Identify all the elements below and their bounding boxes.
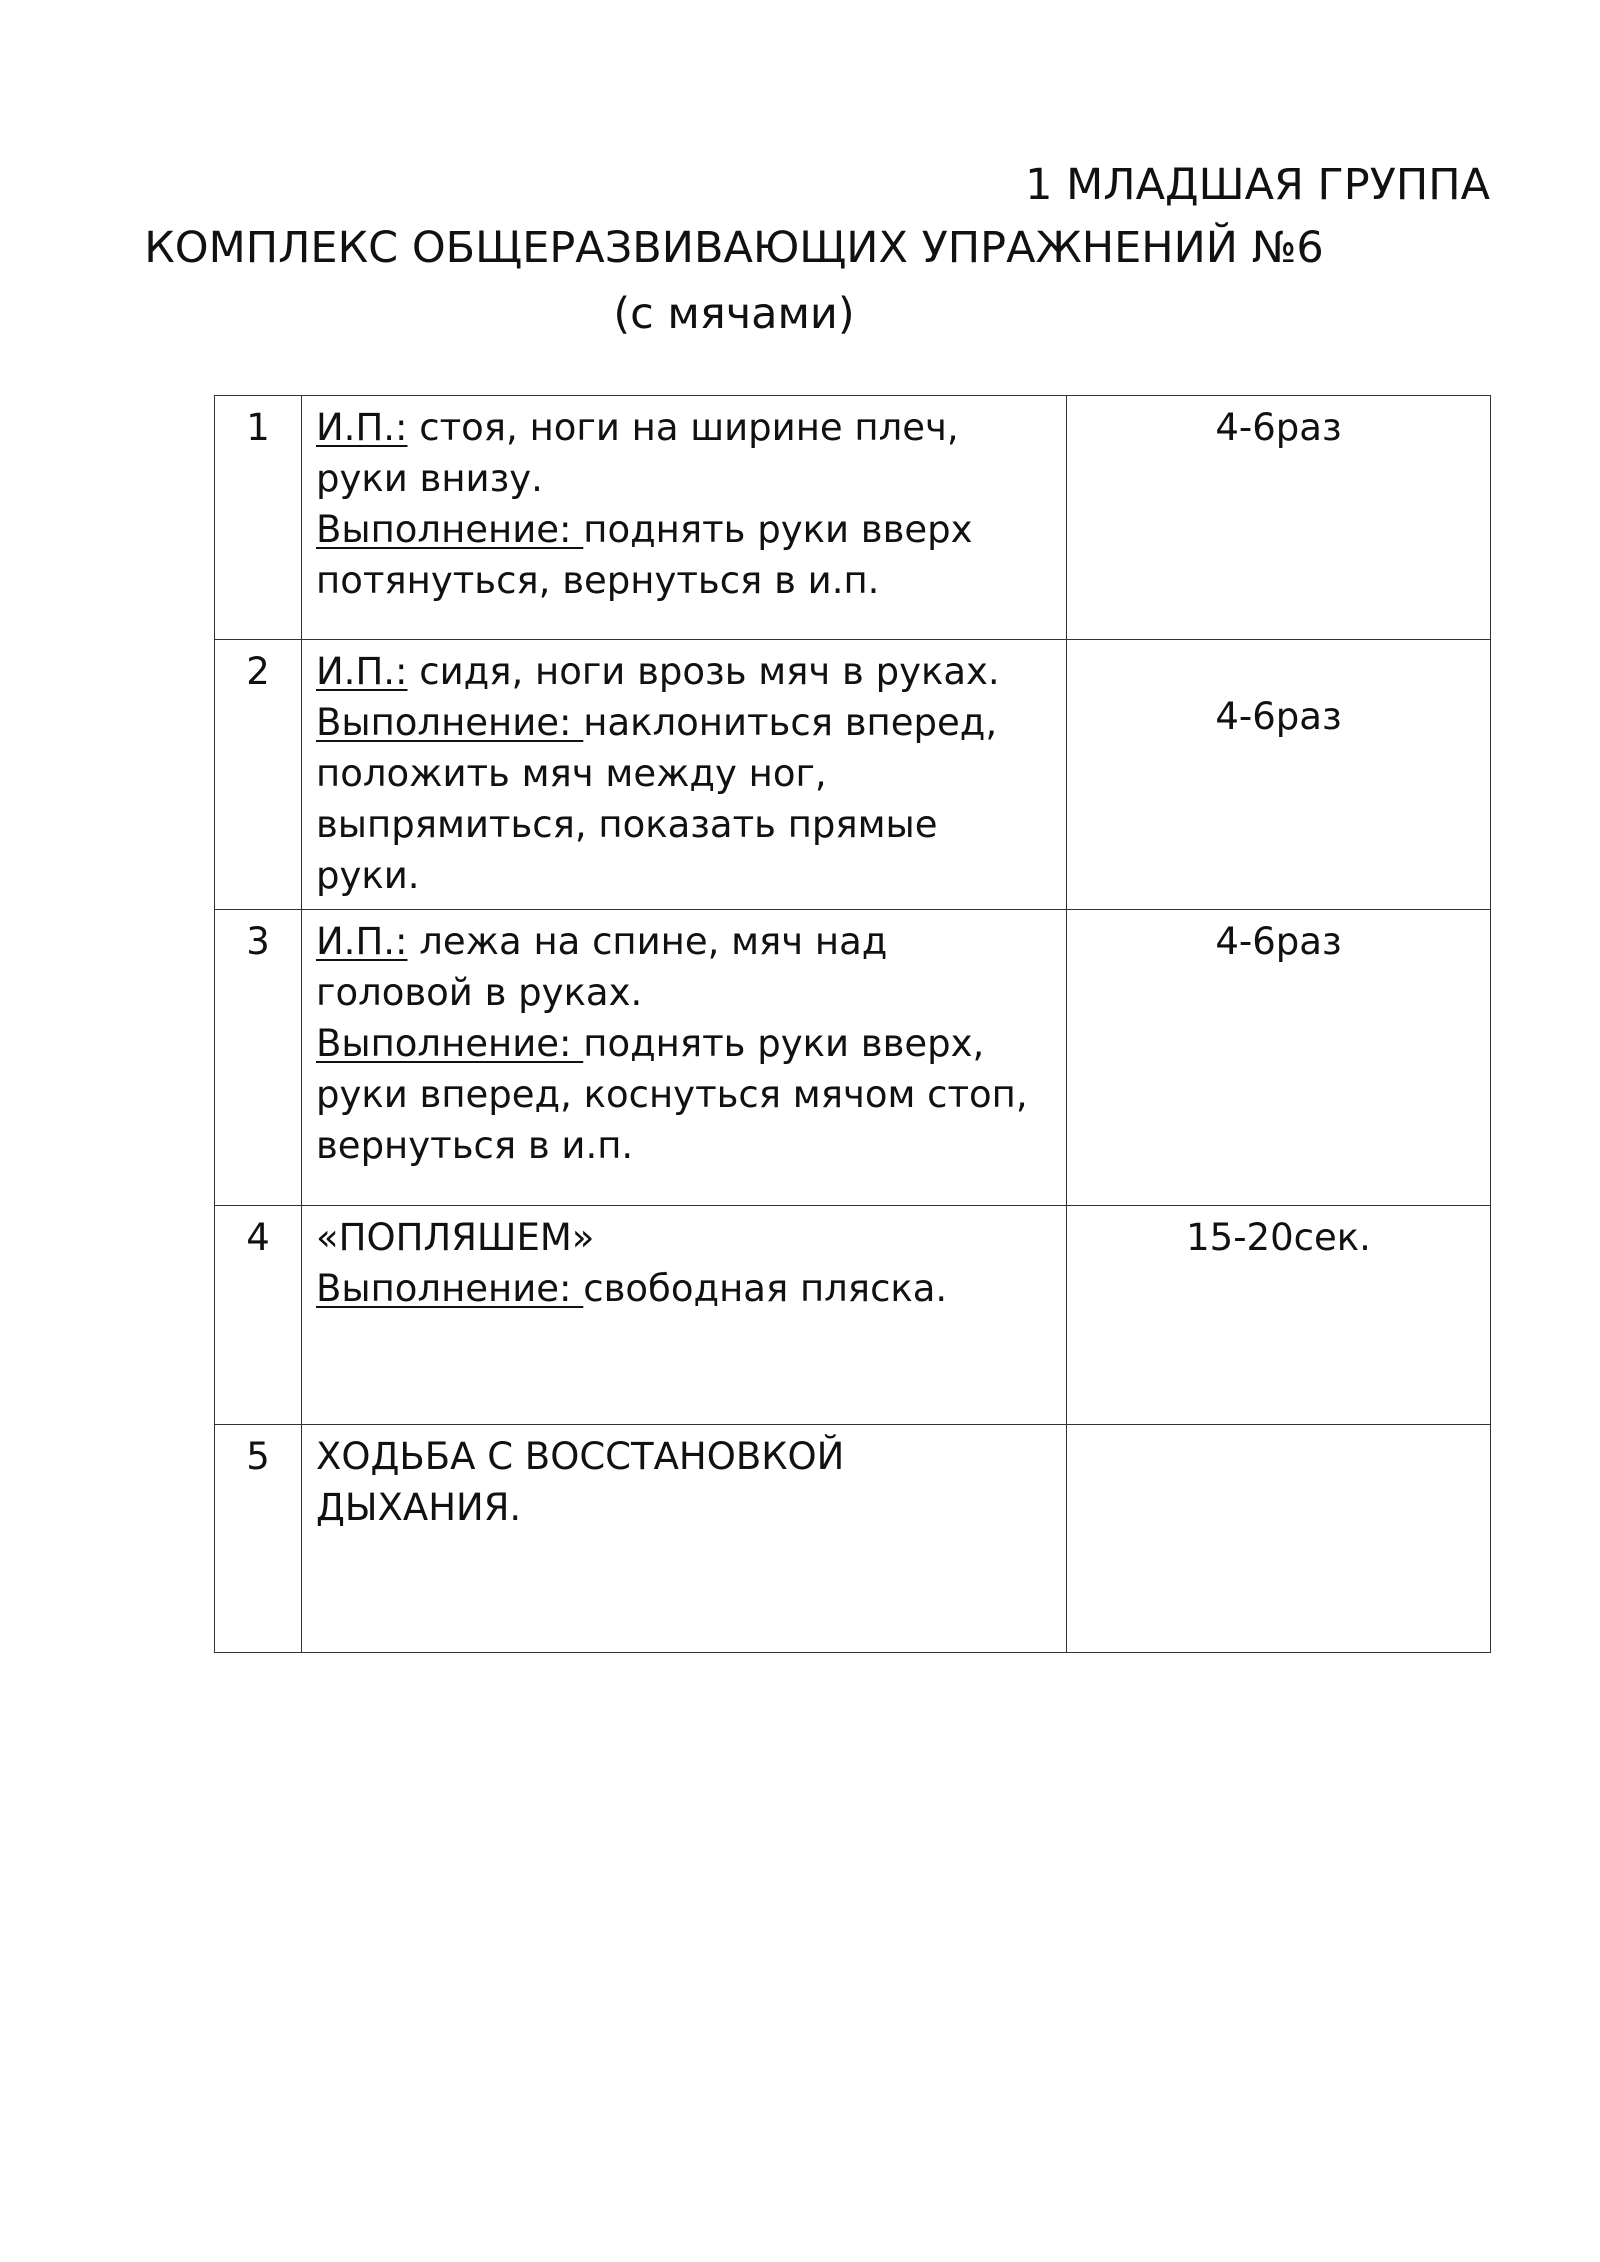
execution-text: поднять руки вверх потянуться, вернуться в и.п. <box>316 508 973 602</box>
exercise-dosage: 4-6раз <box>1067 640 1491 910</box>
exercise-number: 4 <box>215 1206 302 1425</box>
exercise-description <box>302 1206 1067 1425</box>
exercise-description <box>302 910 1067 1206</box>
table-row <box>215 640 1491 910</box>
exercise-title: «ПОПЛЯШЕМ» <box>316 1216 595 1259</box>
execution-label: Выполнение: <box>316 508 584 551</box>
start-position-text: лежа на спине, мяч над головой в руках. <box>316 920 888 1014</box>
execution-line <box>316 1263 1052 1314</box>
exercise-description <box>302 640 1067 910</box>
exercise-title: ХОДЬБА С ВОССТАНОВКОЙ ДЫХАНИЯ. <box>316 1435 845 1529</box>
execution-line <box>316 504 1052 606</box>
start-position-label: И.П.: <box>316 650 408 693</box>
table-row <box>215 1206 1491 1425</box>
exercise-dosage <box>1067 1425 1491 1653</box>
exercise-dosage: 15-20сек. <box>1067 1206 1491 1425</box>
exercise-description <box>302 1425 1067 1653</box>
execution-text: свободная пляска. <box>583 1267 948 1310</box>
exercise-description <box>302 396 1067 640</box>
exercise-number: 2 <box>215 640 302 910</box>
complex-title: КОМПЛЕКС ОБЩЕРАЗВИВАЮЩИХ УПРАЖНЕНИЙ №6 <box>144 223 1324 273</box>
execution-text: поднять руки вверх, руки вперед, коснуться мячом стоп, вернуться в и.п. <box>316 1022 1028 1167</box>
table-row <box>215 1425 1491 1653</box>
execution-line <box>316 1018 1052 1171</box>
table-row <box>215 396 1491 640</box>
exercise-number: 5 <box>215 1425 302 1653</box>
start-position-label: И.П.: <box>316 406 408 449</box>
execution-line <box>316 697 1052 901</box>
exercise-number: 1 <box>215 396 302 640</box>
exercise-dosage: 4-6раз <box>1067 396 1491 640</box>
table-row <box>215 910 1491 1206</box>
group-heading: 1 МЛАДШАЯ ГРУППА <box>1025 160 1490 210</box>
start-position-text: стоя, ноги на ширине плеч, руки внизу. <box>316 406 959 500</box>
start-position-text: сидя, ноги врозь мяч в руках. <box>407 650 1000 693</box>
execution-label: Выполнение: <box>316 1022 584 1065</box>
execution-label: Выполнение: <box>316 1267 584 1310</box>
execution-label: Выполнение: <box>316 701 584 744</box>
exercise-number: 3 <box>215 910 302 1206</box>
exercise-dosage: 4-6раз <box>1067 910 1491 1206</box>
start-position-label: И.П.: <box>316 920 408 963</box>
execution-text: наклониться вперед, положить мяч между ног, выпрямиться, показать прямые руки. <box>316 701 998 897</box>
complex-subtitle: (с мячами) <box>613 289 855 339</box>
exercise-table <box>214 395 1491 1653</box>
